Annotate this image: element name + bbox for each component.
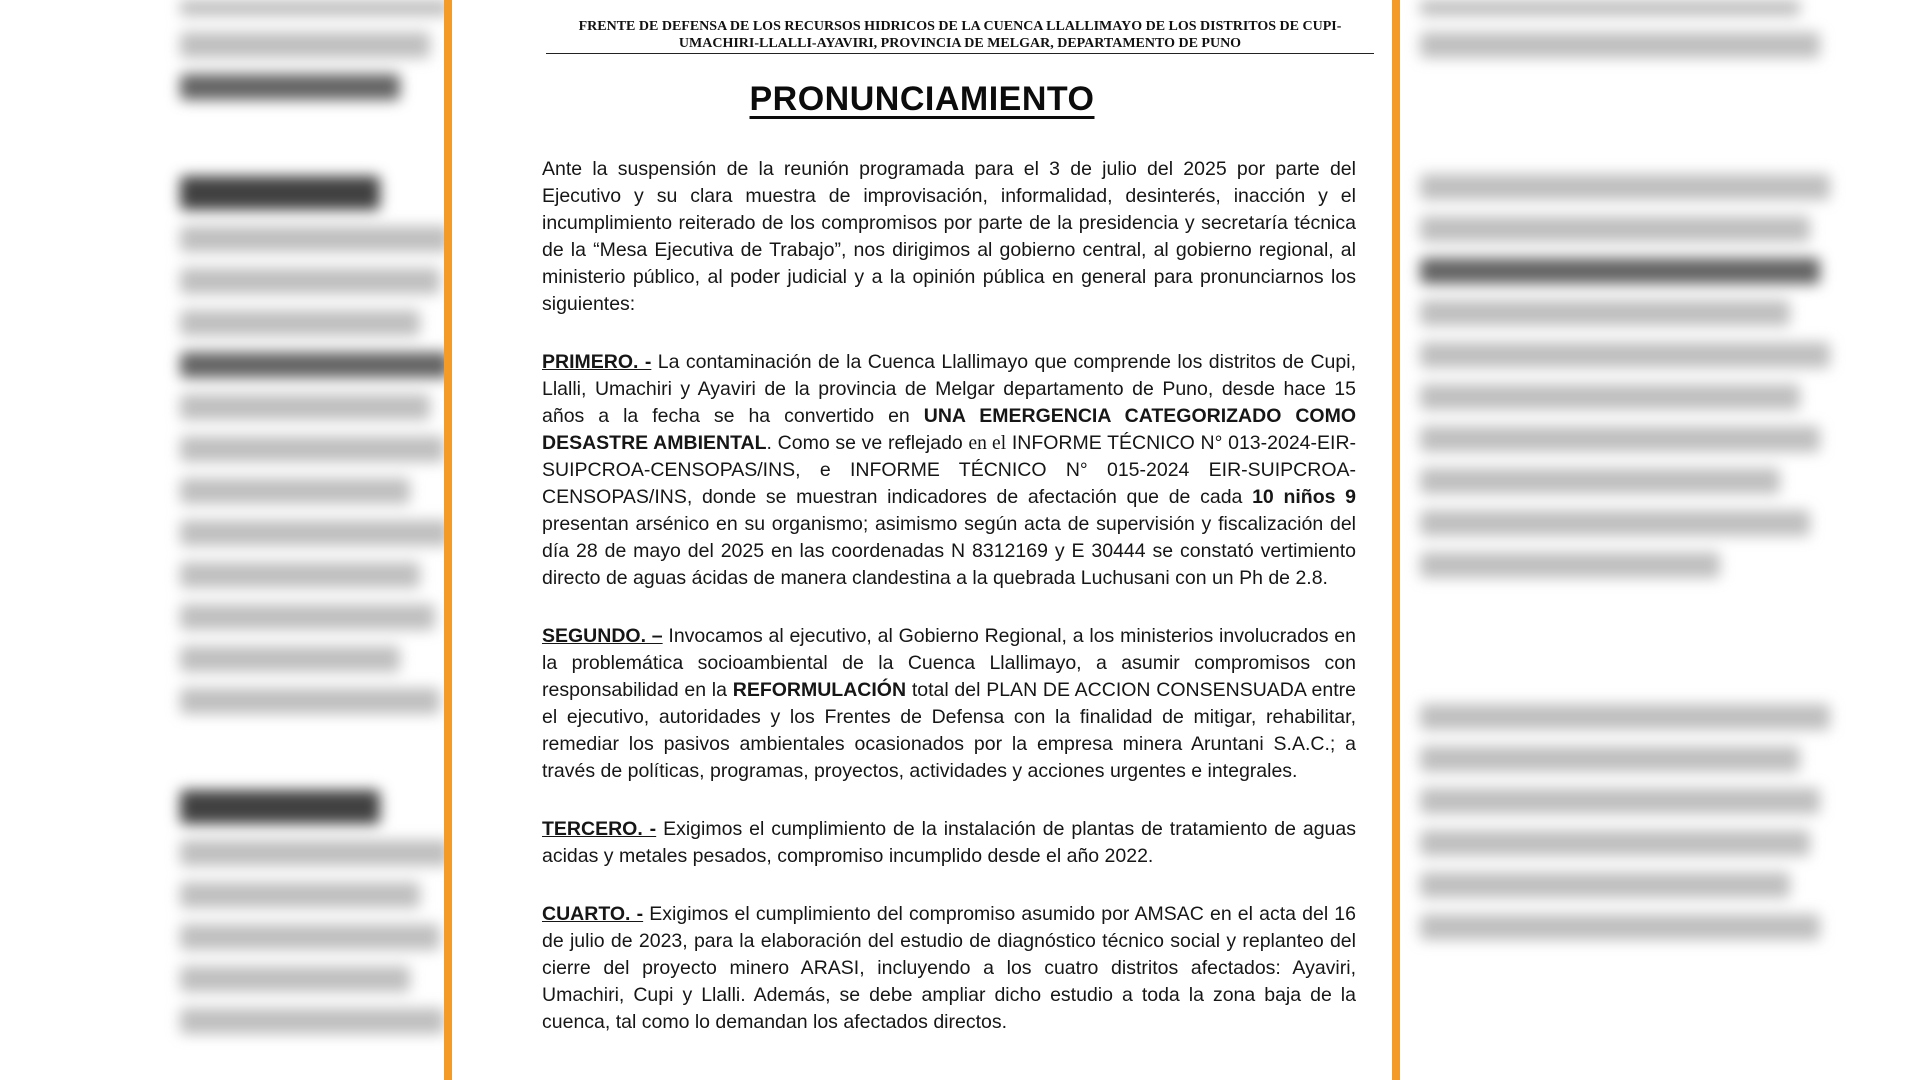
label-primero: PRIMERO. - — [542, 351, 652, 373]
blurred-right-column — [1420, 0, 1840, 956]
paragraph-cuarto — [542, 901, 1356, 1036]
segundo-reformulacion-bold: REFORMULACIÓN — [732, 679, 907, 701]
paragraph-tercero — [542, 816, 1356, 870]
primero-text-1: La contaminación de la Cuenca Llallimayo que comprende los distritos de Cupi, Llalli, Umachiri y Ayaviri de la provincia de Melgar departamento de Puno, desde hace 15 años a la fecha se ha convertido en — [542, 351, 1356, 427]
cuarto-text-1: Exigimos el cumplimiento del compromiso asumido por AMSAC en el acta del 16 de julio de 2023, para la elaboración del estudio de diagnóstico técnico social y replanteo del cierre del proyecto minero ARASI, incluyendo a los cuatro distritos afectados: Ayaviri, Umachiri, Cupi y Llalli. Además, se debe ampliar dicho estudio a toda la zona baja de la cuenca, tal como lo demandan los afectados directos. — [542, 903, 1356, 1033]
primero-text-2: . Como se ve reflejado — [766, 432, 969, 454]
segundo-text-2: total del PLAN DE ACCION CONSENSUADA entre el ejecutivo, autoridades y los Frentes de Defensa con la finalidad de mitigar, rehabilitar, remediar los pasivos ambientales ocasionados por la empresa minera Aruntani S.A.C.; a través de políticas, programas, proyectos, actividades y acciones urgentes e integrales. — [542, 679, 1357, 782]
label-tercero: TERCERO. - — [542, 818, 657, 840]
primero-text-3: INFORME TÉCNICO N° 013-2024-EIR-SUIPCROA-CENSOPAS/INS, e INFORME TÉCNICO N° 015-2024 EIR-SUIPCROA-CENSOPAS/INS, donde se muestran indicadores de afectación que de cada — [542, 432, 1357, 508]
primero-serif-text: en el — [968, 433, 1007, 454]
letterhead-divider — [546, 53, 1374, 54]
blurred-left-column — [180, 0, 460, 1050]
primero-children-bold: 10 niños 9 — [1252, 486, 1356, 508]
document-body — [542, 156, 1356, 1067]
document-title: PRONUNCIAMIENTO — [749, 80, 1095, 118]
tercero-text-1: Exigimos el cumplimiento de la instalación de plantas de tratamiento de aguas acidas y metales pesados, compromiso incumplido desde el año 2022. — [542, 818, 1356, 867]
intro-paragraph: Ante la suspensión de la reunión programada para el 3 de julio del 2025 por parte del Ejecutivo y su clara muestra de improvisación, informalidad, desinterés, inacción y el incumplimiento reiterado de los compromisos por parte de la presidencia y secretaría técnica de la “Mesa Ejecutiva de Trabajo”, nos dirigimos al gobierno central, al gobierno regional, al ministerio público, al poder judicial y a la opinión pública en general para pronunciarnos los siguientes: — [542, 158, 1356, 315]
label-cuarto: CUARTO. - — [542, 903, 644, 925]
segundo-text-1: Invocamos al ejecutivo, al Gobierno Regional, a los ministerios involucrados en la problemática socioambiental de la Cuenca Llallimayo, a asumir compromisos con responsabilidad en la — [542, 625, 1356, 701]
label-segundo: SEGUNDO. – — [542, 625, 663, 647]
paragraph-segundo — [542, 623, 1356, 785]
paragraph-primero — [542, 349, 1356, 592]
document-page — [444, 0, 1400, 1080]
primero-text-4: presentan arsénico en su organismo; asimismo según acta de supervisión y fiscalización del día 28 de mayo del 2025 en las coordenadas N 8312169 y E 30444 se constató vertimiento directo de aguas ácidas de manera clandestina a la quebrada Luchusani con un Ph de 2.8. — [542, 513, 1356, 589]
letterhead: FRENTE DE DEFENSA DE LOS RECURSOS HIDRICOS DE LA CUENCA LLALLIMAYO DE LOS DISTRITOS DE CUPI-UMACHIRI-LLALLI-AYAVIRI, PROVINCIA DE MELGAR, DEPARTAMENTO DE PUNO — [578, 19, 1342, 51]
primero-emergency-bold: UNA EMERGENCIA CATEGORIZADO COMO DESASTRE AMBIENTAL — [542, 405, 1357, 454]
